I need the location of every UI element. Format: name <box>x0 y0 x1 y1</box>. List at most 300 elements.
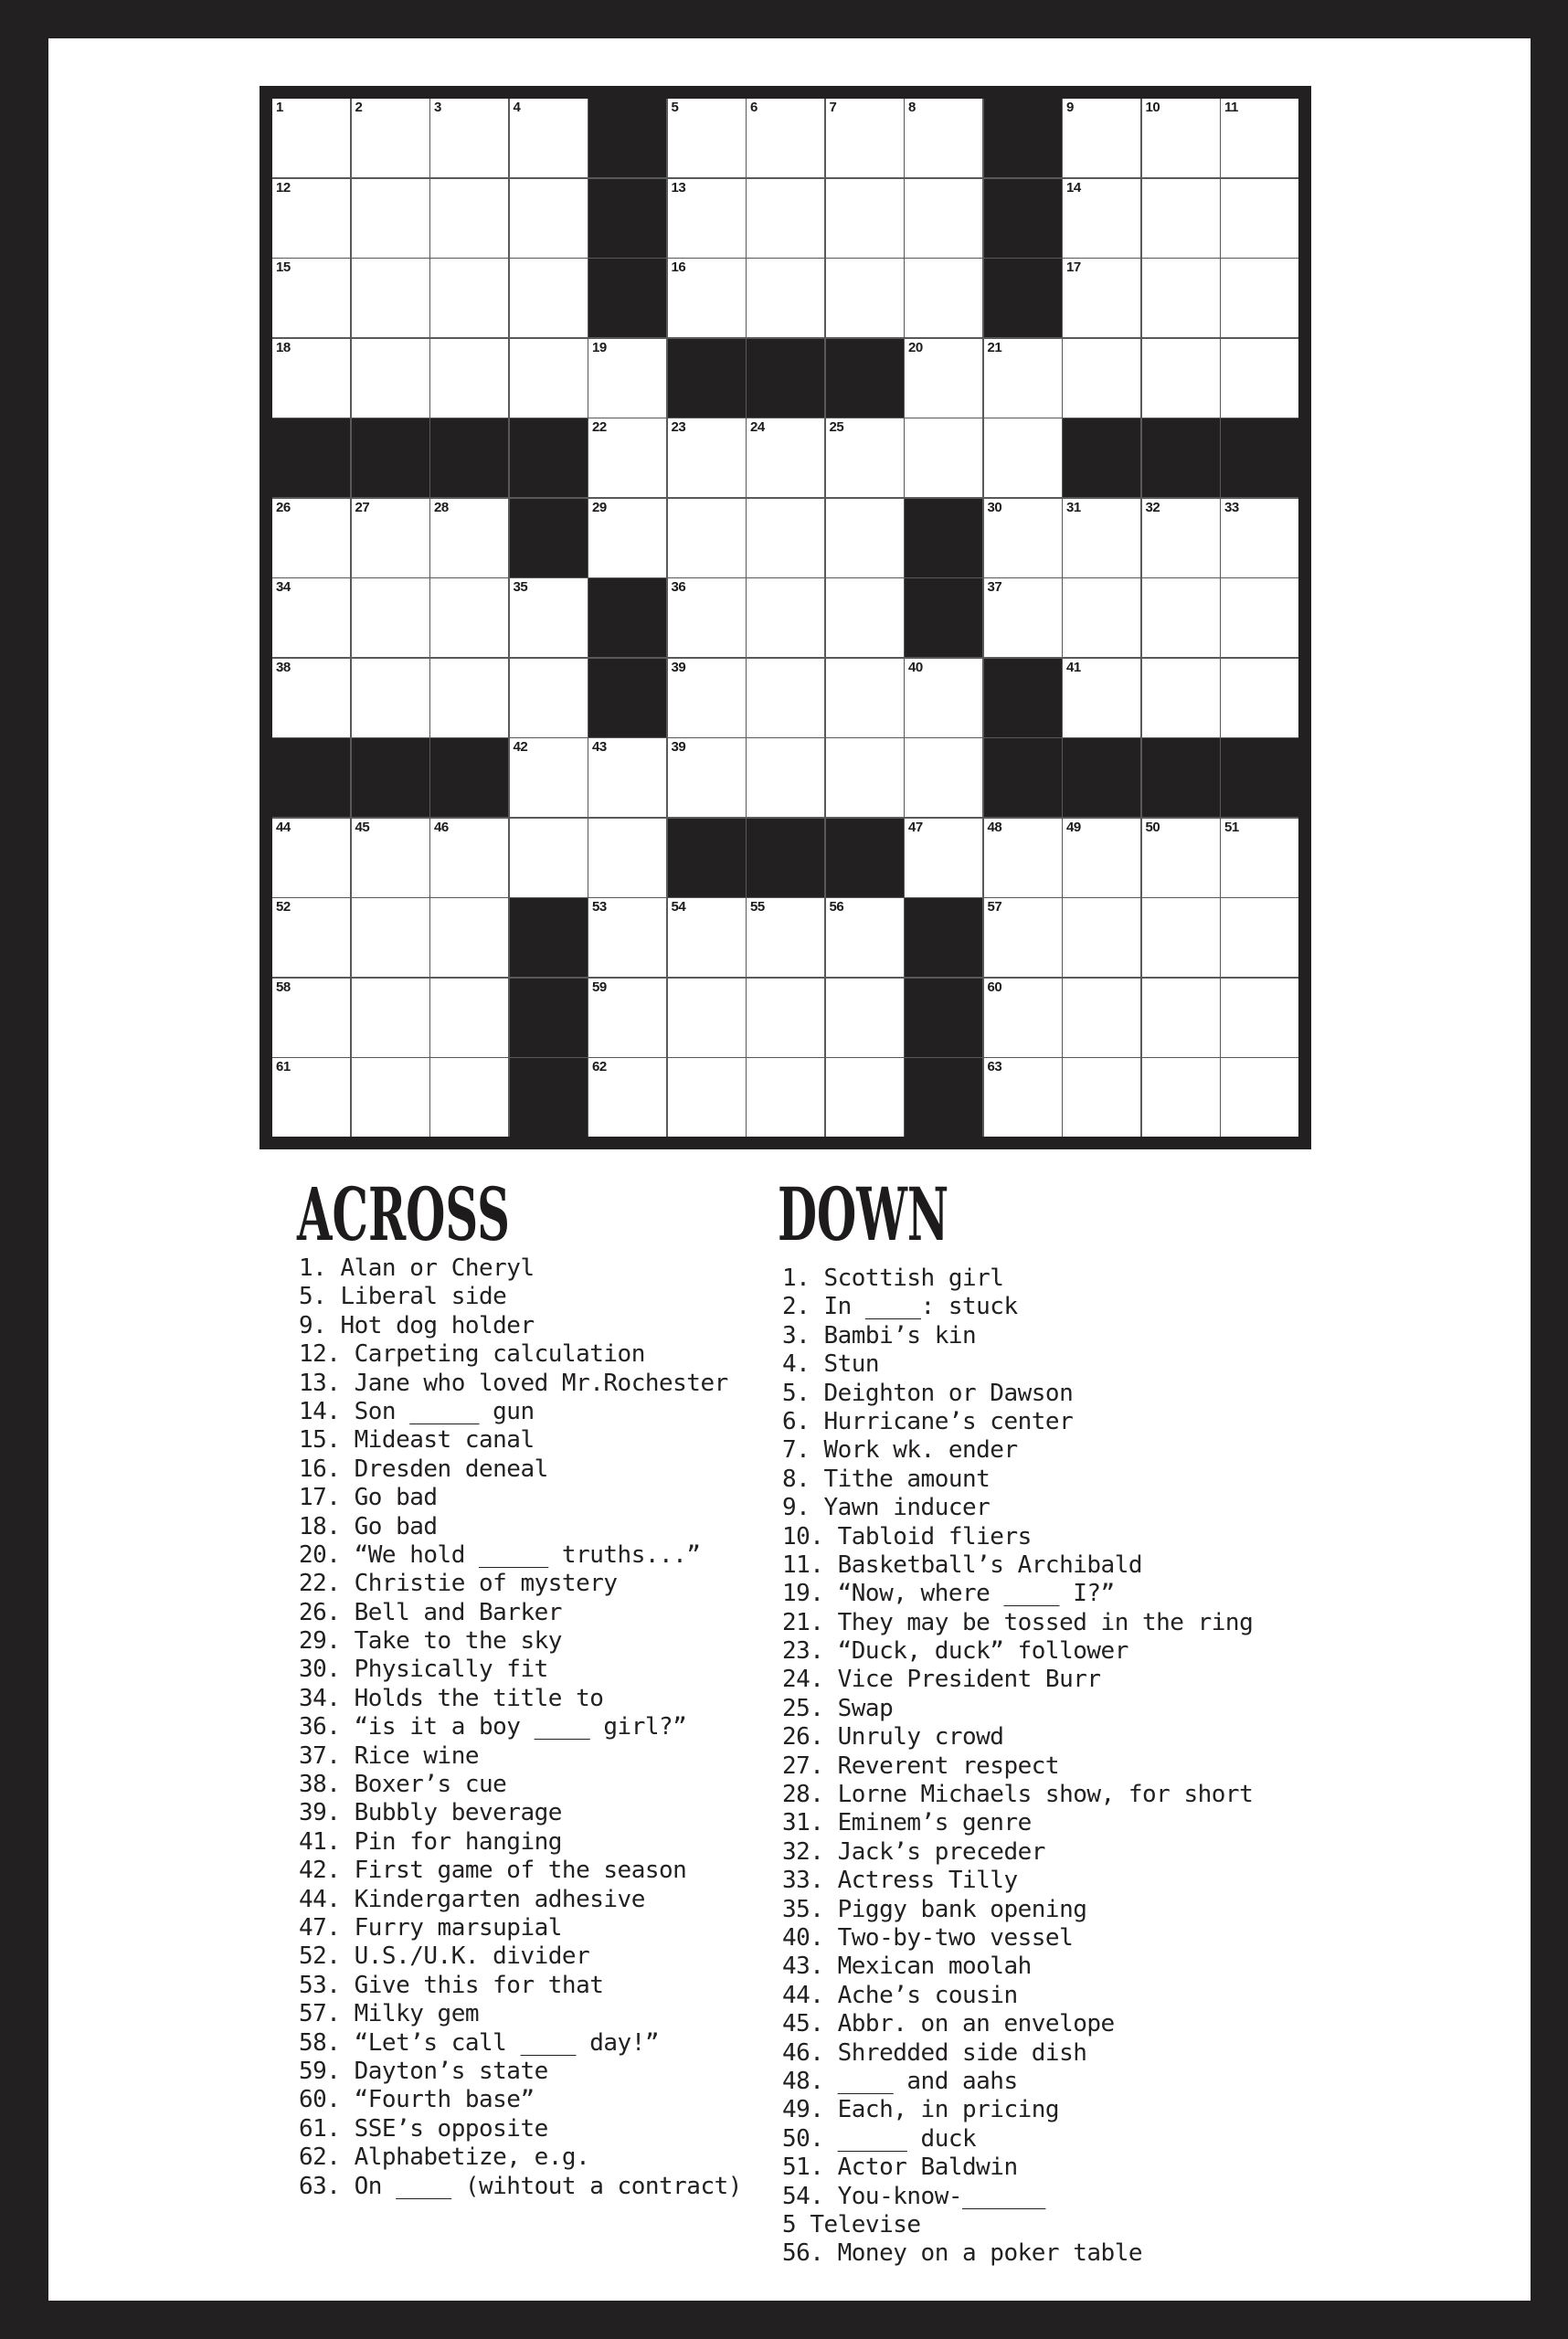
clue-number: 52. <box>299 1942 341 1971</box>
white-cell[interactable] <box>1221 99 1298 177</box>
white-cell[interactable] <box>352 659 429 737</box>
clue-number: 36. <box>299 1713 341 1741</box>
across-clue <box>299 2115 742 2143</box>
white-cell[interactable] <box>510 578 588 657</box>
across-clue <box>299 1799 742 1827</box>
white-cell[interactable] <box>430 339 508 418</box>
white-cell[interactable] <box>1142 499 1220 577</box>
white-cell[interactable] <box>1221 979 1298 1057</box>
clue-text: Liberal side <box>340 1283 507 1311</box>
white-cell[interactable] <box>1142 339 1220 418</box>
black-cell <box>272 418 350 497</box>
clue-number: 41. <box>299 1827 341 1856</box>
across-clue <box>299 2058 742 2086</box>
down-clue <box>782 1609 1253 1637</box>
black-cell <box>1221 418 1298 497</box>
white-cell[interactable] <box>668 259 746 337</box>
clue-text: Each, in pricing <box>837 2096 1060 2124</box>
clue-number: 60. <box>299 2086 341 2114</box>
clue-text: Piggy bank opening <box>837 1895 1087 1923</box>
clue-number: 5. <box>299 1283 327 1311</box>
white-cell[interactable] <box>588 499 666 577</box>
white-cell[interactable] <box>352 99 429 177</box>
down-clue <box>782 1809 1253 1837</box>
down-clue <box>782 2010 1253 2038</box>
white-cell[interactable] <box>826 418 904 497</box>
clue-number: 6. <box>782 1407 810 1435</box>
white-cell[interactable] <box>826 738 904 817</box>
white-cell[interactable] <box>747 179 824 258</box>
white-cell[interactable] <box>1142 99 1220 177</box>
white-cell[interactable] <box>1142 578 1220 657</box>
clue-text: U.S./U.K. divider <box>354 1942 590 1971</box>
white-cell[interactable] <box>1221 1058 1298 1137</box>
white-cell[interactable] <box>352 259 429 337</box>
white-cell[interactable] <box>668 1058 746 1137</box>
white-cell[interactable] <box>1063 819 1140 897</box>
white-cell[interactable] <box>984 819 1062 897</box>
down-clue <box>782 1580 1253 1608</box>
cell-number: 44 <box>276 819 291 835</box>
down-clue <box>782 1494 1253 1522</box>
black-cell <box>1063 418 1140 497</box>
cell-number: 1 <box>276 100 283 115</box>
clue-text: You-know-______ <box>837 2182 1045 2210</box>
clue-number: 34. <box>299 1684 341 1712</box>
white-cell[interactable] <box>747 1058 824 1137</box>
clue-number: 61. <box>299 2114 341 2143</box>
white-cell[interactable] <box>430 499 508 577</box>
white-cell[interactable] <box>1221 578 1298 657</box>
clue-text: Abbr. on an envelope <box>837 2010 1115 2038</box>
clue-text: Christie of mystery <box>354 1570 618 1598</box>
white-cell[interactable] <box>668 898 746 977</box>
clue-text: Boxer’s cue <box>354 1771 507 1799</box>
white-cell[interactable] <box>1063 179 1140 258</box>
clue-number: 29. <box>299 1627 341 1656</box>
across-clue <box>299 1570 742 1598</box>
white-cell[interactable] <box>272 99 350 177</box>
white-cell[interactable] <box>352 578 429 657</box>
across-heading: ACROSS <box>297 1171 510 1257</box>
clue-text: Work wk. ender <box>823 1436 1018 1465</box>
cell-number: 16 <box>671 259 686 275</box>
clue-text: Shredded side dish <box>837 2038 1087 2067</box>
white-cell[interactable] <box>1221 259 1298 337</box>
cell-number: 11 <box>1224 100 1238 115</box>
clue-number: 51. <box>782 2154 824 2182</box>
cell-number: 19 <box>592 339 607 355</box>
cell-number: 18 <box>276 339 291 355</box>
white-cell[interactable] <box>510 738 588 817</box>
clue-number: 45. <box>782 2010 824 2038</box>
white-cell[interactable] <box>430 979 508 1057</box>
black-cell <box>984 738 1062 817</box>
clue-number: 53. <box>299 1971 341 1999</box>
white-cell[interactable] <box>588 819 666 897</box>
down-clue <box>782 2154 1253 2182</box>
white-cell[interactable] <box>272 898 350 977</box>
white-cell[interactable] <box>272 339 350 418</box>
white-cell[interactable] <box>905 99 982 177</box>
black-cell <box>352 418 429 497</box>
white-cell[interactable] <box>826 659 904 737</box>
white-cell[interactable] <box>588 1058 666 1137</box>
white-cell[interactable] <box>1063 99 1140 177</box>
white-cell[interactable] <box>352 819 429 897</box>
across-clue <box>299 2173 742 2201</box>
black-cell <box>430 738 508 817</box>
white-cell[interactable] <box>984 898 1062 977</box>
white-cell[interactable] <box>826 1058 904 1137</box>
down-clue <box>782 2039 1253 2068</box>
clue-text: Reverent respect <box>837 1752 1060 1780</box>
clue-number: 40. <box>782 1923 824 1952</box>
clue-number: 49. <box>782 2096 824 2124</box>
down-clue <box>782 2096 1253 2124</box>
white-cell[interactable] <box>1142 259 1220 337</box>
white-cell[interactable] <box>1221 499 1298 577</box>
cell-number: 55 <box>750 899 765 915</box>
white-cell[interactable] <box>984 1058 1062 1137</box>
white-cell[interactable] <box>826 259 904 337</box>
white-cell[interactable] <box>430 578 508 657</box>
clue-number: 10. <box>782 1522 824 1551</box>
white-cell[interactable] <box>352 339 429 418</box>
white-cell[interactable] <box>747 898 824 977</box>
down-clue <box>782 1867 1253 1895</box>
white-cell[interactable] <box>826 499 904 577</box>
white-cell[interactable] <box>1221 659 1298 737</box>
black-cell <box>510 418 588 497</box>
across-clue <box>299 1886 742 1914</box>
down-clue <box>782 1293 1253 1321</box>
white-cell[interactable] <box>588 418 666 497</box>
down-clue <box>782 1322 1253 1350</box>
white-cell[interactable] <box>352 179 429 258</box>
white-cell[interactable] <box>510 819 588 897</box>
across-clue <box>299 1942 742 1971</box>
down-clue <box>782 2239 1253 2268</box>
clue-number: 5. <box>782 1379 810 1407</box>
across-clue <box>299 1455 742 1484</box>
white-cell[interactable] <box>510 259 588 337</box>
cell-number: 31 <box>1066 499 1081 515</box>
white-cell[interactable] <box>905 339 982 418</box>
across-clue <box>299 2143 742 2172</box>
down-clue <box>782 1953 1253 1981</box>
clue-text: Vice President Burr <box>837 1666 1101 1694</box>
white-cell[interactable] <box>1221 819 1298 897</box>
down-clue <box>782 1408 1253 1436</box>
cell-number: 13 <box>671 179 686 196</box>
black-cell <box>905 979 982 1057</box>
across-clues-list <box>299 1254 742 2201</box>
white-cell[interactable] <box>588 339 666 418</box>
across-clue <box>299 1484 742 1512</box>
clue-text: Physically fit <box>354 1656 548 1684</box>
white-cell[interactable] <box>1221 898 1298 977</box>
white-cell[interactable] <box>1063 979 1140 1057</box>
white-cell[interactable] <box>1142 179 1220 258</box>
across-clue <box>299 1656 742 1684</box>
white-cell[interactable] <box>510 99 588 177</box>
white-cell[interactable] <box>1142 819 1220 897</box>
white-cell[interactable] <box>430 1058 508 1137</box>
cell-number: 35 <box>513 579 528 595</box>
clue-number: 5 <box>782 2210 797 2238</box>
white-cell[interactable] <box>905 259 982 337</box>
clue-number: 27. <box>782 1752 824 1780</box>
white-cell[interactable] <box>668 179 746 258</box>
white-cell[interactable] <box>668 578 746 657</box>
black-cell <box>272 738 350 817</box>
white-cell[interactable] <box>588 738 666 817</box>
clue-text: Kindergarten adhesive <box>354 1885 645 1913</box>
white-cell[interactable] <box>668 979 746 1057</box>
white-cell[interactable] <box>430 898 508 977</box>
white-cell[interactable] <box>747 499 824 577</box>
white-cell[interactable] <box>272 179 350 258</box>
black-cell <box>1221 738 1298 817</box>
white-cell[interactable] <box>272 578 350 657</box>
clue-number: 63. <box>299 2172 341 2200</box>
down-clues-list <box>782 1265 1253 2269</box>
across-clue <box>299 1713 742 1741</box>
white-cell[interactable] <box>430 99 508 177</box>
white-cell[interactable] <box>905 659 982 737</box>
white-cell[interactable] <box>430 819 508 897</box>
black-cell <box>826 339 904 418</box>
white-cell[interactable] <box>272 259 350 337</box>
clue-text: Holds the title to <box>354 1684 604 1712</box>
clue-number: 12. <box>299 1340 341 1369</box>
white-cell[interactable] <box>826 99 904 177</box>
cell-number: 40 <box>908 659 923 675</box>
clue-number: 18. <box>299 1512 341 1540</box>
cell-number: 27 <box>355 499 370 515</box>
white-cell[interactable] <box>1142 979 1220 1057</box>
white-cell[interactable] <box>826 898 904 977</box>
white-cell[interactable] <box>272 819 350 897</box>
white-cell[interactable] <box>747 259 824 337</box>
cell-number: 49 <box>1066 819 1081 835</box>
down-clue <box>782 2211 1253 2239</box>
white-cell[interactable] <box>984 979 1062 1057</box>
white-cell[interactable] <box>747 979 824 1057</box>
across-clue <box>299 2000 742 2028</box>
white-cell[interactable] <box>826 179 904 258</box>
clue-text: Basketball’s Archibald <box>837 1551 1142 1579</box>
white-cell[interactable] <box>272 499 350 577</box>
down-clue <box>782 1982 1253 2010</box>
white-cell[interactable] <box>747 578 824 657</box>
black-cell <box>510 979 588 1057</box>
white-cell[interactable] <box>826 578 904 657</box>
cell-number: 56 <box>829 899 844 915</box>
cell-number: 37 <box>987 579 1002 595</box>
down-clue <box>782 1466 1253 1494</box>
white-cell[interactable] <box>1063 659 1140 737</box>
clue-number: 20. <box>299 1540 341 1569</box>
across-clue <box>299 1599 742 1627</box>
white-cell[interactable] <box>905 738 982 817</box>
black-cell <box>588 259 666 337</box>
white-cell[interactable] <box>1142 659 1220 737</box>
white-cell[interactable] <box>588 898 666 977</box>
clue-text: “Now, where ____ I?” <box>837 1580 1115 1608</box>
across-clue <box>299 1972 742 2000</box>
black-cell <box>747 819 824 897</box>
clue-number: 1. <box>299 1254 327 1282</box>
white-cell[interactable] <box>1221 179 1298 258</box>
white-cell[interactable] <box>1221 339 1298 418</box>
black-cell <box>430 418 508 497</box>
white-cell[interactable] <box>747 659 824 737</box>
clue-number: 7. <box>782 1436 810 1465</box>
clue-text: Dayton’s state <box>354 2057 548 2085</box>
white-cell[interactable] <box>668 659 746 737</box>
white-cell[interactable] <box>1063 898 1140 977</box>
clue-number: 26. <box>299 1598 341 1626</box>
black-cell <box>747 339 824 418</box>
cell-number: 46 <box>434 819 449 835</box>
white-cell[interactable] <box>905 418 982 497</box>
down-clue <box>782 1637 1253 1666</box>
cell-number: 12 <box>276 179 291 196</box>
clue-text: Give this for that <box>354 1971 604 1999</box>
cell-number: 58 <box>276 979 291 995</box>
black-cell <box>352 738 429 817</box>
white-cell[interactable] <box>905 819 982 897</box>
clue-number: 22. <box>299 1570 341 1598</box>
black-cell <box>588 659 666 737</box>
white-cell[interactable] <box>668 99 746 177</box>
black-cell <box>905 1058 982 1137</box>
black-cell <box>668 339 746 418</box>
white-cell[interactable] <box>747 99 824 177</box>
clue-number: 35. <box>782 1895 824 1923</box>
clue-number: 21. <box>782 1608 824 1636</box>
cell-number: 4 <box>513 100 521 115</box>
cell-number: 33 <box>1224 499 1239 515</box>
clue-text: Eminem’s genre <box>837 1809 1032 1837</box>
white-cell[interactable] <box>430 659 508 737</box>
cell-number: 51 <box>1224 819 1239 835</box>
white-cell[interactable] <box>510 179 588 258</box>
white-cell[interactable] <box>352 979 429 1057</box>
white-cell[interactable] <box>510 339 588 418</box>
white-cell[interactable] <box>430 259 508 337</box>
clue-text: Yawn inducer <box>823 1494 991 1522</box>
white-cell[interactable] <box>984 499 1062 577</box>
across-clue <box>299 2029 742 2058</box>
white-cell[interactable] <box>668 738 746 817</box>
crossword-grid <box>260 86 1311 1149</box>
white-cell[interactable] <box>1142 1058 1220 1137</box>
white-cell[interactable] <box>984 339 1062 418</box>
white-cell[interactable] <box>1063 339 1140 418</box>
white-cell[interactable] <box>352 1058 429 1137</box>
across-clue <box>299 1254 742 1283</box>
white-cell[interactable] <box>826 979 904 1057</box>
down-heading: DOWN <box>778 1171 949 1257</box>
clue-number: 48. <box>782 2067 824 2095</box>
white-cell[interactable] <box>668 499 746 577</box>
black-cell <box>510 499 588 577</box>
black-cell <box>984 99 1062 177</box>
across-clue <box>299 1426 742 1455</box>
cell-number: 23 <box>671 419 686 435</box>
white-cell[interactable] <box>352 898 429 977</box>
clue-text: Bell and Barker <box>354 1598 562 1626</box>
white-cell[interactable] <box>984 578 1062 657</box>
black-cell <box>905 898 982 977</box>
clue-text: Alphabetize, e.g. <box>354 2143 590 2172</box>
white-cell[interactable] <box>510 659 588 737</box>
clue-number: 32. <box>782 1837 824 1866</box>
clue-number: 25. <box>782 1694 824 1722</box>
white-cell[interactable] <box>272 1058 350 1137</box>
clue-text: Carpeting calculation <box>354 1340 645 1369</box>
clue-number: 58. <box>299 2028 341 2057</box>
black-cell <box>984 179 1062 258</box>
white-cell[interactable] <box>352 499 429 577</box>
white-cell[interactable] <box>1063 259 1140 337</box>
down-clue <box>782 2183 1253 2211</box>
clue-text: Son _____ gun <box>354 1397 535 1425</box>
clue-number: 38. <box>299 1771 341 1799</box>
white-cell[interactable] <box>984 418 1062 497</box>
clue-number: 44. <box>299 1885 341 1913</box>
down-clue <box>782 1436 1253 1465</box>
white-cell[interactable] <box>905 179 982 258</box>
cell-number: 54 <box>671 899 686 915</box>
white-cell[interactable] <box>272 659 350 737</box>
black-cell <box>1063 738 1140 817</box>
white-cell[interactable] <box>1142 898 1220 977</box>
cell-number: 47 <box>908 819 923 835</box>
across-clue <box>299 1283 742 1311</box>
down-clue <box>782 2068 1253 2096</box>
white-cell[interactable] <box>747 418 824 497</box>
down-clue <box>782 2125 1253 2154</box>
white-cell[interactable] <box>668 418 746 497</box>
clue-number: 9. <box>782 1494 810 1522</box>
white-cell[interactable] <box>1063 578 1140 657</box>
clue-text: Actor Baldwin <box>837 2154 1018 2182</box>
clue-text: Jack’s preceder <box>837 1837 1045 1866</box>
clue-text: ____ and aahs <box>837 2067 1018 2095</box>
cell-number: 22 <box>592 419 607 435</box>
cell-number: 17 <box>1066 259 1081 275</box>
white-cell[interactable] <box>430 179 508 258</box>
white-cell[interactable] <box>747 738 824 817</box>
clue-text: Two-by-two vessel <box>837 1923 1074 1952</box>
clue-number: 11. <box>782 1551 824 1579</box>
white-cell[interactable] <box>1063 499 1140 577</box>
clue-number: 17. <box>299 1484 341 1512</box>
white-cell[interactable] <box>272 979 350 1057</box>
black-cell <box>826 819 904 897</box>
clue-number: 28. <box>782 1781 824 1809</box>
clue-text: Pin for hanging <box>354 1827 562 1856</box>
white-cell[interactable] <box>588 979 666 1057</box>
white-cell[interactable] <box>1063 1058 1140 1137</box>
clue-text: Deighton or Dawson <box>823 1379 1074 1407</box>
clue-number: 8. <box>782 1465 810 1493</box>
puzzle-sheet <box>48 38 1531 2301</box>
